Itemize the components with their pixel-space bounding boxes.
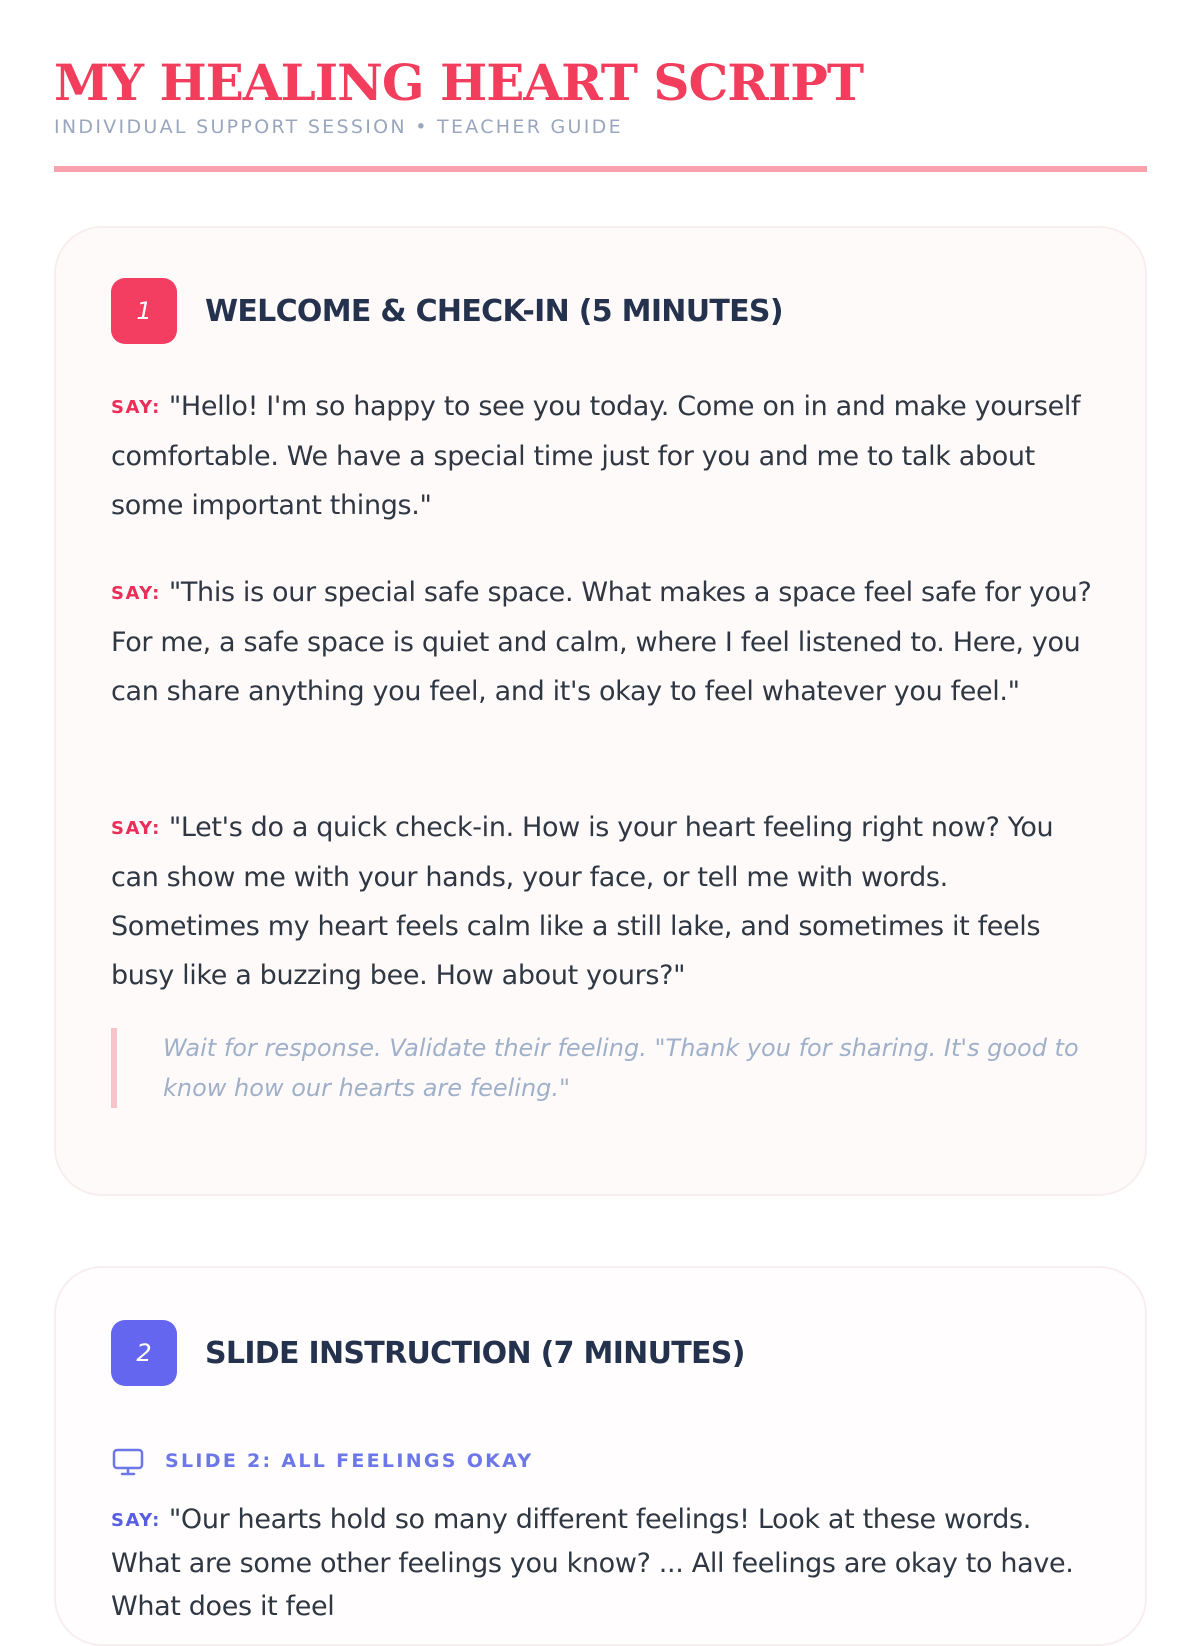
say-label: SAY:	[111, 397, 161, 418]
monitor-icon	[111, 1444, 145, 1478]
section-heading	[111, 1320, 745, 1386]
say-label: SAY:	[111, 1510, 161, 1531]
page-title: MY HEALING HEART SCRIPT	[54, 53, 864, 112]
say-label: SAY:	[111, 583, 161, 604]
say-text: "Our hearts hold so many different feelings! Look at these words. What are some other feelings you know? ... All feelings are okay to have. What does it feel	[111, 1504, 1074, 1622]
slide-reference	[111, 1444, 533, 1478]
say-label: SAY:	[111, 818, 161, 839]
teacher-note: Wait for response. Validate their feeling. "Thank you for sharing. It's good to know how our hearts are feeling."	[111, 1028, 1093, 1108]
say-paragraph	[111, 382, 1093, 530]
section-card-slide-instruction	[54, 1266, 1147, 1646]
say-text: "Hello! I'm so happy to see you today. Come on in and make yourself comfortable. We have a special time just for you and me to talk about some important things."	[111, 391, 1081, 521]
section-title: WELCOME & CHECK-IN (5 MINUTES)	[205, 293, 783, 329]
slide-label: SLIDE 2: ALL FEELINGS OKAY	[165, 1450, 534, 1472]
header-divider	[54, 166, 1147, 172]
say-paragraph	[111, 1498, 1093, 1628]
section-title: SLIDE INSTRUCTION (7 MINUTES)	[205, 1335, 745, 1371]
say-paragraph	[111, 803, 1093, 1000]
say-text: "This is our special safe space. What makes a space feel safe for you? For me, a safe space is quiet and calm, where I feel listened to. Here, you can share anything you feel, and it's okay to feel whatever you feel."	[111, 577, 1092, 707]
page-header	[54, 52, 1147, 138]
page-subtitle: INDIVIDUAL SUPPORT SESSION • TEACHER GUIDE	[54, 116, 623, 138]
step-number-badge: 1	[111, 278, 177, 344]
section-card-welcome-check-in	[54, 226, 1147, 1196]
say-paragraph	[111, 568, 1093, 716]
section-heading	[111, 278, 783, 344]
step-number-badge: 2	[111, 1320, 177, 1386]
say-text: "Let's do a quick check-in. How is your heart feeling right now? You can show me with your hands, your face, or tell me with words. Sometimes my heart feels calm like a still lake, and sometimes it feels busy like a buzzing bee. How about yours?"	[111, 812, 1054, 991]
